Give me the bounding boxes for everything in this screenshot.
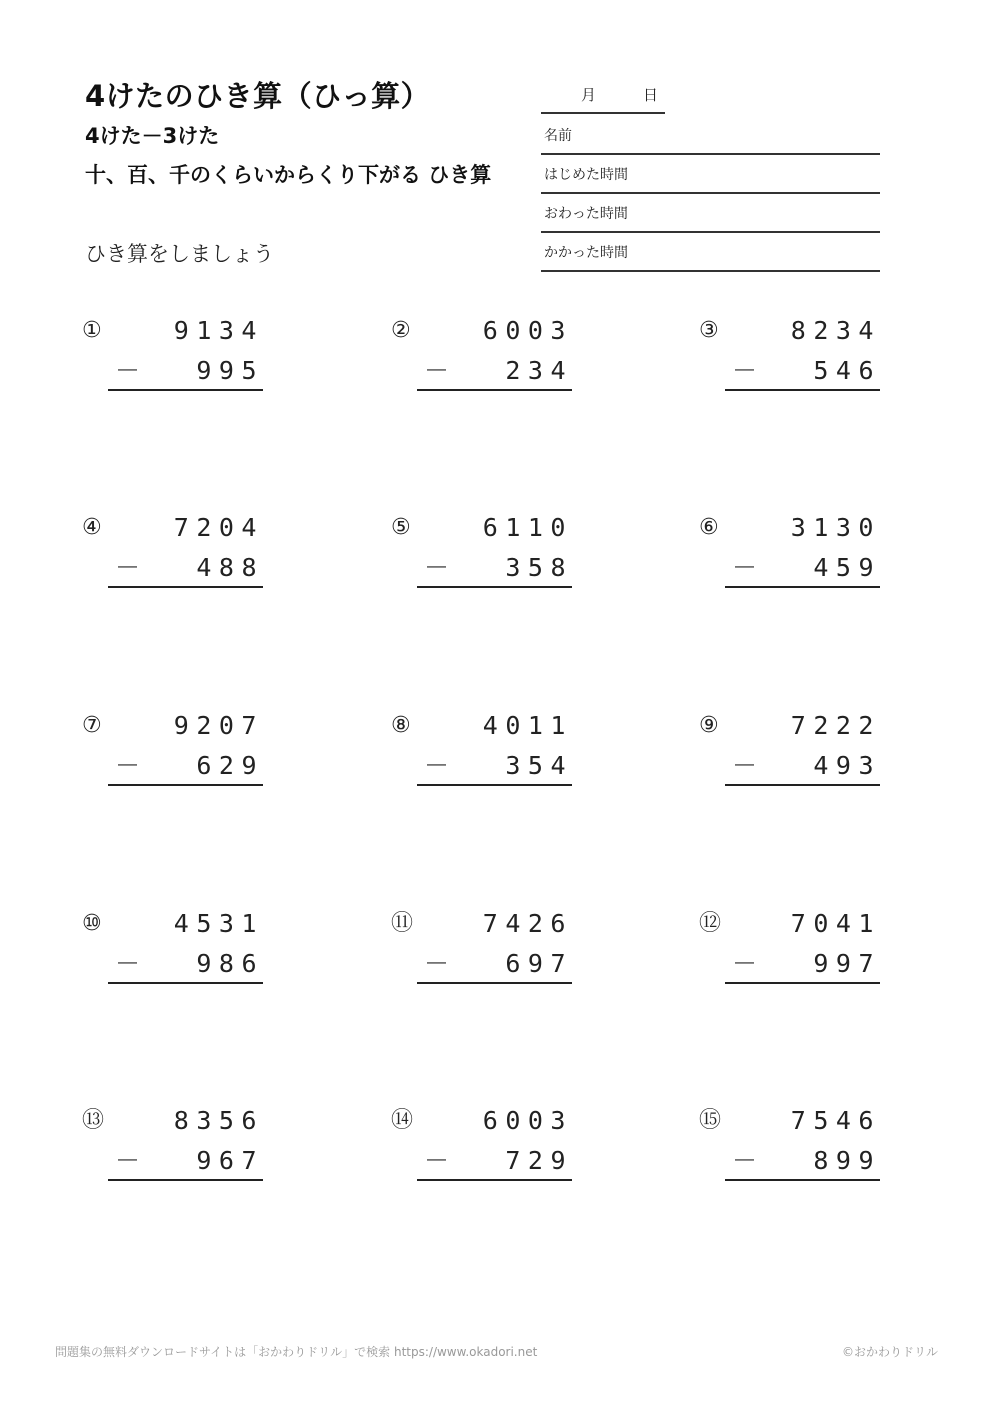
minus-sign: － <box>115 949 141 978</box>
elapsed-time-label: かかった時間 <box>544 245 628 261</box>
minus-sign: － <box>732 949 758 978</box>
answer-line[interactable] <box>725 1179 880 1181</box>
problem <box>699 1106 879 1186</box>
answer-line[interactable] <box>725 784 880 786</box>
minus-sign: － <box>115 356 141 385</box>
minus-sign: － <box>115 751 141 780</box>
answer-line[interactable] <box>108 1179 263 1181</box>
problem-number: ⑤ <box>391 515 411 540</box>
month-label: 月 <box>581 86 597 104</box>
subtrahend: 899 <box>813 1146 881 1175</box>
minuend: 7204 <box>173 513 264 542</box>
minus-sign: － <box>424 949 450 978</box>
answer-line[interactable] <box>725 982 880 984</box>
subtrahend: 997 <box>813 949 881 978</box>
answer-line[interactable] <box>417 389 572 391</box>
problem-number: ⑬ <box>82 1108 105 1133</box>
problem-number: ④ <box>82 515 102 540</box>
problem <box>391 909 571 989</box>
footer-site-note: 問題集の無料ダウンロードサイトは「おかわりドリル」で検索 https://www.okadori.net <box>55 1345 538 1359</box>
minuend: 8234 <box>790 316 881 345</box>
problem <box>82 909 262 989</box>
subtrahend: 629 <box>196 751 264 780</box>
answer-line[interactable] <box>417 982 572 984</box>
answer-line[interactable] <box>108 389 263 391</box>
minuend: 6003 <box>482 1106 573 1135</box>
subtrahend: 234 <box>505 356 573 385</box>
problem <box>82 1106 262 1186</box>
minus-sign: － <box>424 751 450 780</box>
minus-sign: － <box>732 751 758 780</box>
problem-number: ⑨ <box>699 713 719 738</box>
problem-number: ⑦ <box>82 713 102 738</box>
answer-line[interactable] <box>108 586 263 588</box>
minus-sign: － <box>732 553 758 582</box>
end-time-field[interactable] <box>541 193 880 233</box>
answer-line[interactable] <box>725 389 880 391</box>
problem-number: ⑭ <box>391 1108 414 1133</box>
start-time-label: はじめた時間 <box>544 167 628 183</box>
minuend: 7546 <box>790 1106 881 1135</box>
minuend: 6110 <box>482 513 573 542</box>
subtrahend: 967 <box>196 1146 264 1175</box>
subtrahend: 729 <box>505 1146 573 1175</box>
subtrahend: 995 <box>196 356 264 385</box>
problem-number: ⑮ <box>699 1108 722 1133</box>
problem-number: ② <box>391 318 411 343</box>
name-label: 名前 <box>544 128 572 144</box>
worksheet-subtitle: 4けた－3けた <box>85 124 220 148</box>
problem <box>699 909 879 989</box>
minuend: 3130 <box>790 513 881 542</box>
subtrahend: 459 <box>813 553 881 582</box>
minuend: 9207 <box>173 711 264 740</box>
problem-number: ⑫ <box>699 911 722 936</box>
minus-sign: － <box>115 1146 141 1175</box>
name-field[interactable] <box>541 115 880 155</box>
minuend: 8356 <box>173 1106 264 1135</box>
problem-number: ⑪ <box>391 911 414 936</box>
instruction-text: ひき算をしましょう <box>85 242 274 266</box>
minuend: 7426 <box>482 909 573 938</box>
footer-copyright: ©おかわりドリル <box>841 1345 938 1359</box>
day-label: 日 <box>643 86 659 104</box>
minuend: 7222 <box>790 711 881 740</box>
minuend: 4011 <box>482 711 573 740</box>
answer-line[interactable] <box>108 982 263 984</box>
minuend: 9134 <box>173 316 264 345</box>
answer-line[interactable] <box>417 1179 572 1181</box>
worksheet-title: 4けたのひき算（ひっ算） <box>85 79 431 113</box>
elapsed-time-field[interactable] <box>541 232 880 272</box>
answer-line[interactable] <box>108 784 263 786</box>
minuend: 4531 <box>173 909 264 938</box>
minus-sign: － <box>424 1146 450 1175</box>
end-time-label: おわった時間 <box>544 206 628 222</box>
problem <box>699 711 879 791</box>
minus-sign: － <box>424 356 450 385</box>
minuend: 7041 <box>790 909 881 938</box>
subtrahend: 986 <box>196 949 264 978</box>
date-field[interactable] <box>541 80 665 114</box>
problem <box>391 513 571 593</box>
minus-sign: － <box>115 553 141 582</box>
answer-line[interactable] <box>725 586 880 588</box>
problem-number: ③ <box>699 318 719 343</box>
problem <box>82 316 262 396</box>
problem <box>699 513 879 593</box>
problem <box>699 316 879 396</box>
problem <box>391 316 571 396</box>
problem-number: ⑩ <box>82 911 102 936</box>
subtrahend: 697 <box>505 949 573 978</box>
subtrahend: 358 <box>505 553 573 582</box>
subtrahend: 354 <box>505 751 573 780</box>
minus-sign: － <box>424 553 450 582</box>
minus-sign: － <box>732 1146 758 1175</box>
problem-number: ① <box>82 318 102 343</box>
answer-line[interactable] <box>417 586 572 588</box>
problem <box>391 1106 571 1186</box>
minus-sign: － <box>732 356 758 385</box>
problem <box>82 711 262 791</box>
start-time-field[interactable] <box>541 154 880 194</box>
problem <box>82 513 262 593</box>
answer-line[interactable] <box>417 784 572 786</box>
worksheet-description: 十、百、千のくらいからくり下がる ひき算 <box>85 163 492 187</box>
minuend: 6003 <box>482 316 573 345</box>
problem-number: ⑧ <box>391 713 411 738</box>
subtrahend: 488 <box>196 553 264 582</box>
problem <box>391 711 571 791</box>
problem-number: ⑥ <box>699 515 719 540</box>
subtrahend: 546 <box>813 356 881 385</box>
subtrahend: 493 <box>813 751 881 780</box>
